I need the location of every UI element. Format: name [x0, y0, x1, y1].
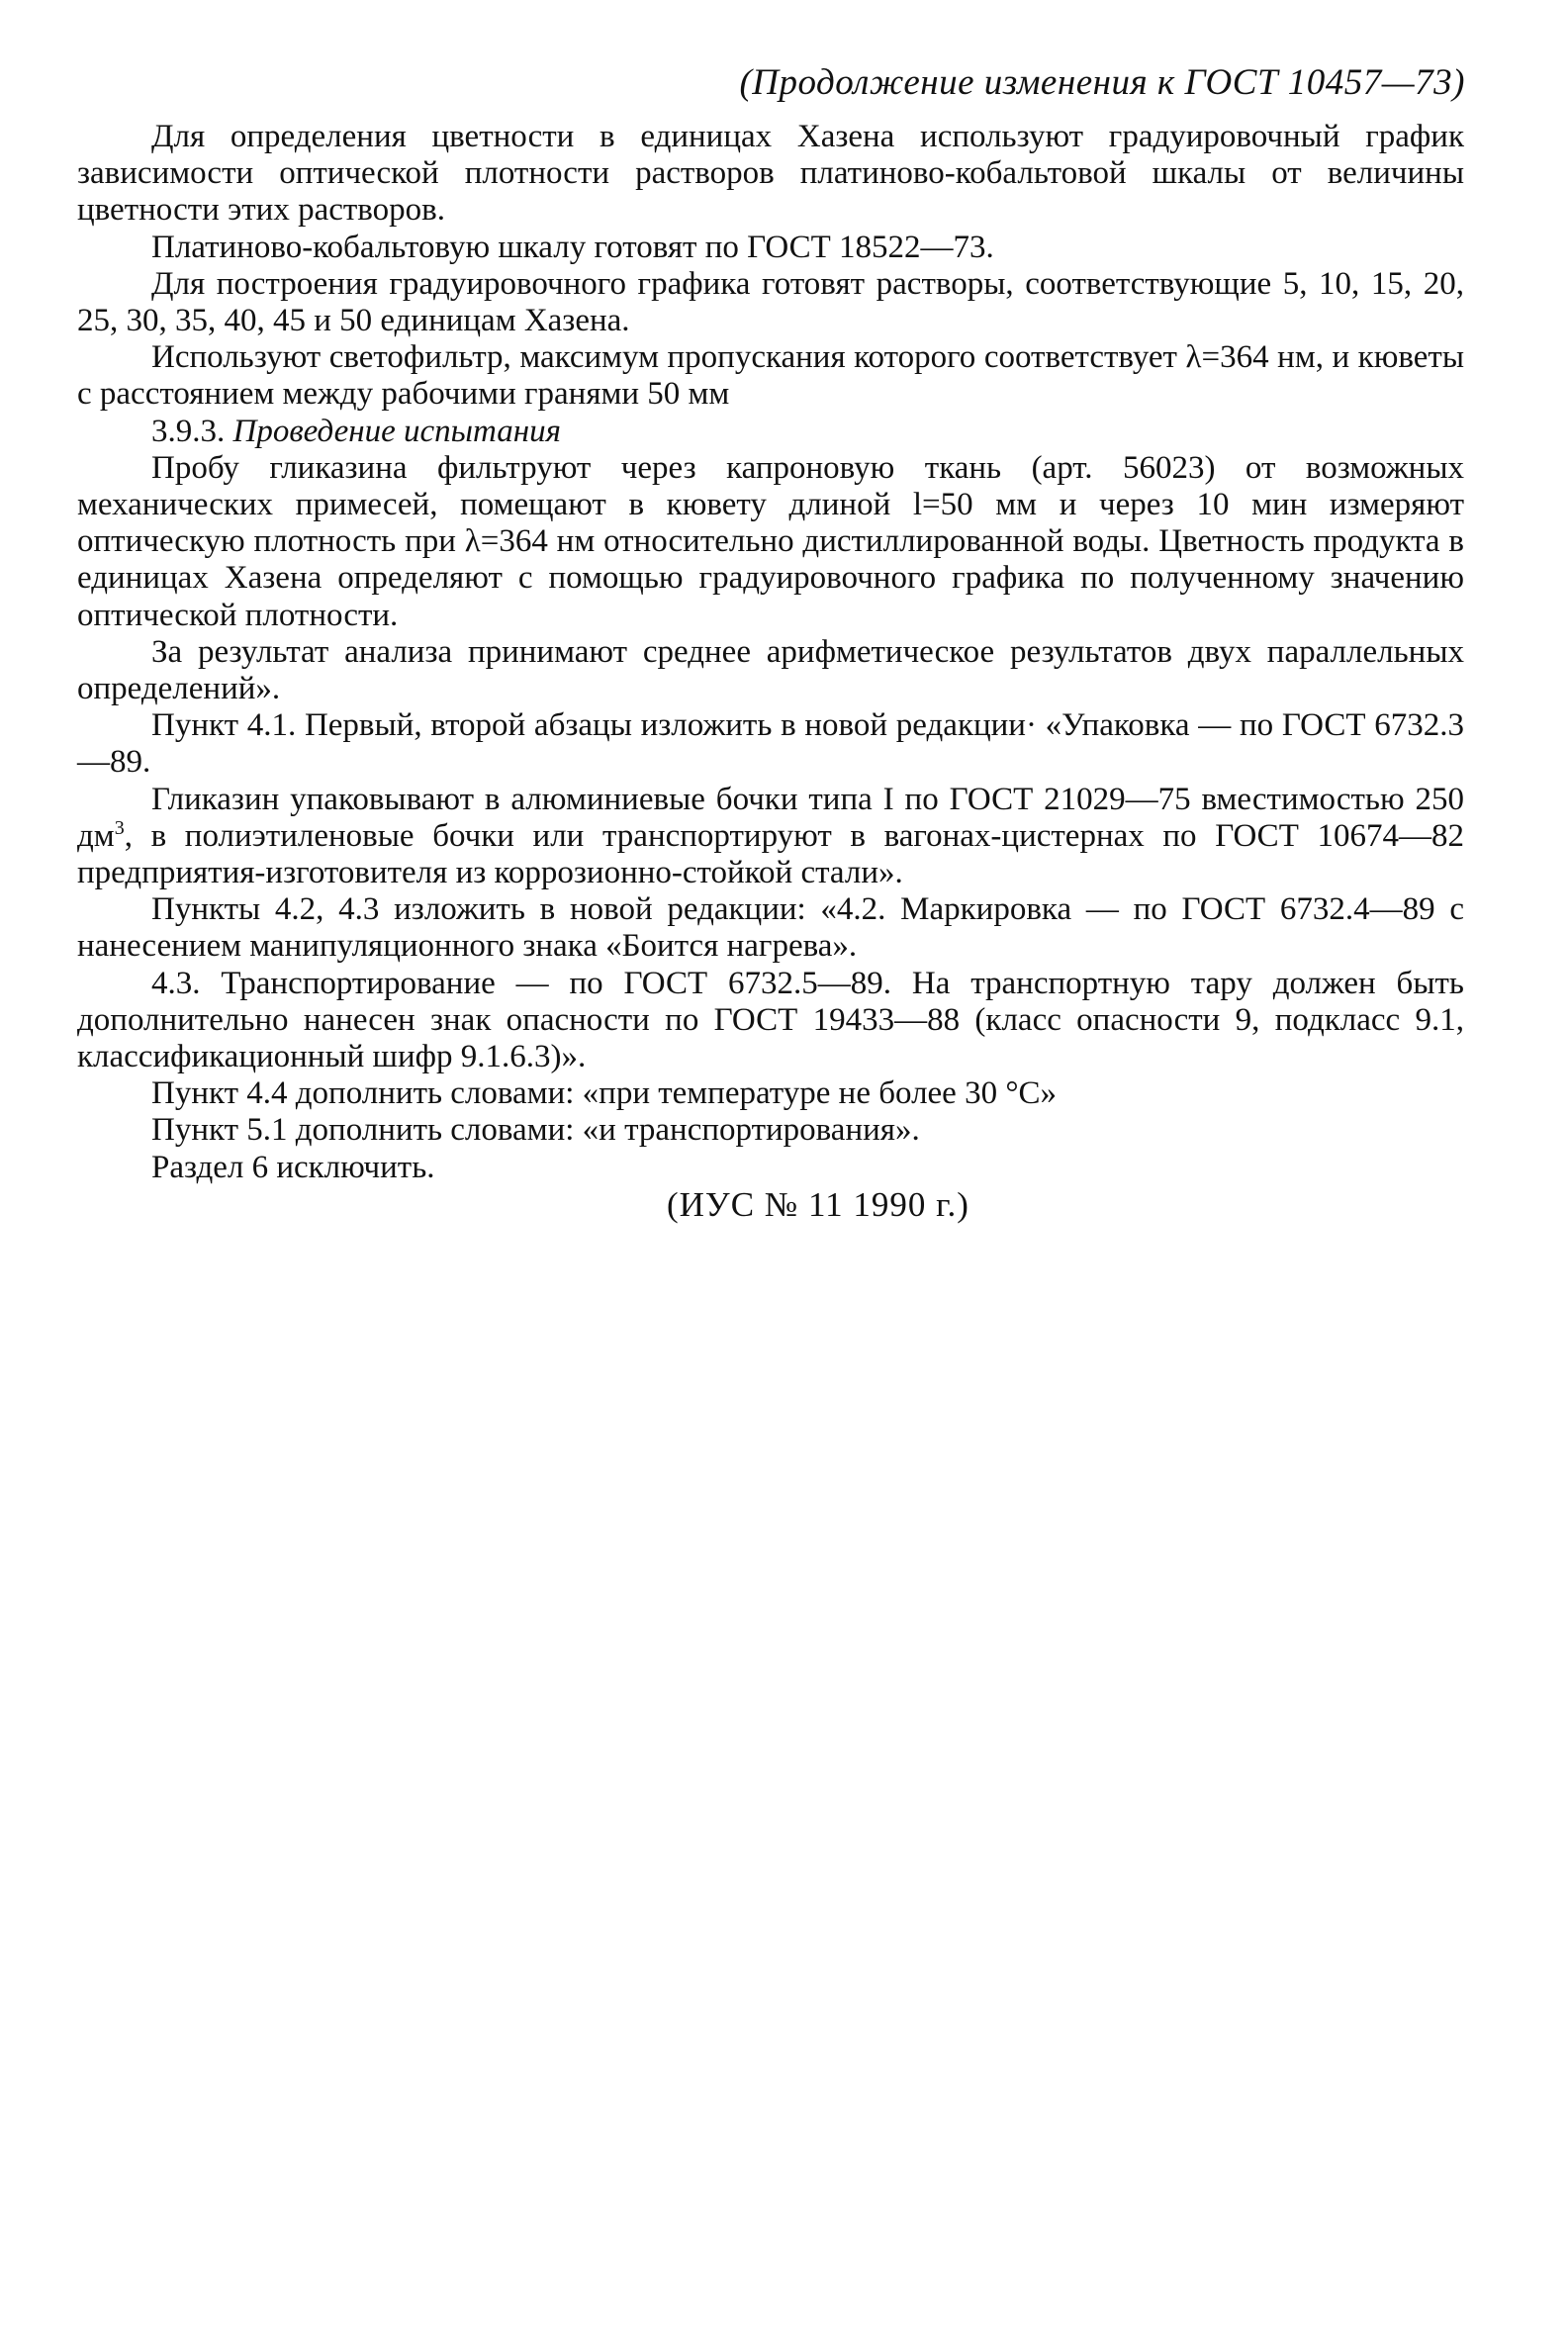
paragraph-transportation: 4.3. Транспортирование — по ГОСТ 6732.5—89. На транспортную тару должен быть дополнительно нанесен знак опасности по ГОСТ 19433—88 (класс опасности 9, подкласс 9.1, классификационный шифр 9.1.6.3)».: [77, 965, 1464, 1075]
ius-reference: (ИУС № 11 1990 г.): [667, 1184, 969, 1224]
continuation-header: (Продолжение изменения к ГОСТ 10457—73): [739, 62, 1465, 103]
document-body: [77, 119, 1464, 1223]
paragraph-items-4-2-4-3: Пункты 4.2, 4.3 изложить в новой редакции: «4.2. Маркировка — по ГОСТ 6732.4—89 с нанесением манипуляционного знака «Боится нагрева».: [77, 891, 1464, 965]
paragraph-item-4-4: Пункт 4.4 дополнить словами: «при температуре не более 30 °С»: [151, 1075, 1058, 1112]
section-number: 3.9.3.: [151, 413, 226, 449]
section-title: Проведение испытания: [232, 413, 561, 449]
section-heading-3-9-3: [77, 414, 1464, 450]
paragraph-section-6: Раздел 6 исключить.: [151, 1149, 435, 1185]
paragraph-item-4-1: Пункт 4.1. Первый, второй абзацы изложить в новой редакции· «Упаковка — по ГОСТ 6732.3—89.: [77, 707, 1464, 781]
paragraph-packaging: [77, 782, 1464, 892]
paragraph-light-filter: Используют светофильтр, максимум пропускания которого соответствует λ=364 нм, и кюветы с расстоянием между рабочими гранями 50 мм: [77, 339, 1464, 413]
paragraph-scale-preparation: Платиново-кобальтовую шкалу готовят по ГОСТ 18522—73.: [151, 229, 994, 265]
paragraph-hazen-method: Для определения цветности в единицах Хазена используют градуировочный график зависимости оптической плотности растворов платиново-кобальтовой шкалы от величины цветности этих растворов.: [77, 119, 1464, 229]
packaging-text-end: , в полиэтиленовые бочки или транспортируют в вагонах-цистернах по ГОСТ 10674—82 предприятия-изготовителя из коррозионно-стойкой стали».: [77, 817, 1464, 891]
cubic-superscript: 3: [114, 816, 125, 839]
paragraph-calibration-solutions: Для построения градуировочного графика готовят растворы, соответствующие 5, 10, 15, 20, 25, 30, 35, 40, 45 и 50 единицам Хазена.: [77, 265, 1464, 339]
paragraph-test-procedure: Пробу гликазина фильтруют через капроновую ткань (арт. 56023) от возможных механических примесей, помещают в кювету длиной l=50 мм и через 10 мин измеряют оптическую плотность при λ=364 нм относительно дистиллированной воды. Цветность продукта в единицах Хазена определяют с помощью градуировочного графика по полученному значению оптической плотности.: [77, 449, 1464, 633]
paragraph-analysis-result: За результат анализа принимают среднее арифметическое результатов двух параллельных определений».: [77, 633, 1464, 707]
paragraph-item-5-1: Пункт 5.1 дополнить словами: «и транспортирования».: [151, 1112, 920, 1149]
packaging-text-start: Гликазин упаковывают в алюминиевые бочки типа I по ГОСТ 21029—75 вместимостью 250 дм: [77, 781, 1464, 854]
